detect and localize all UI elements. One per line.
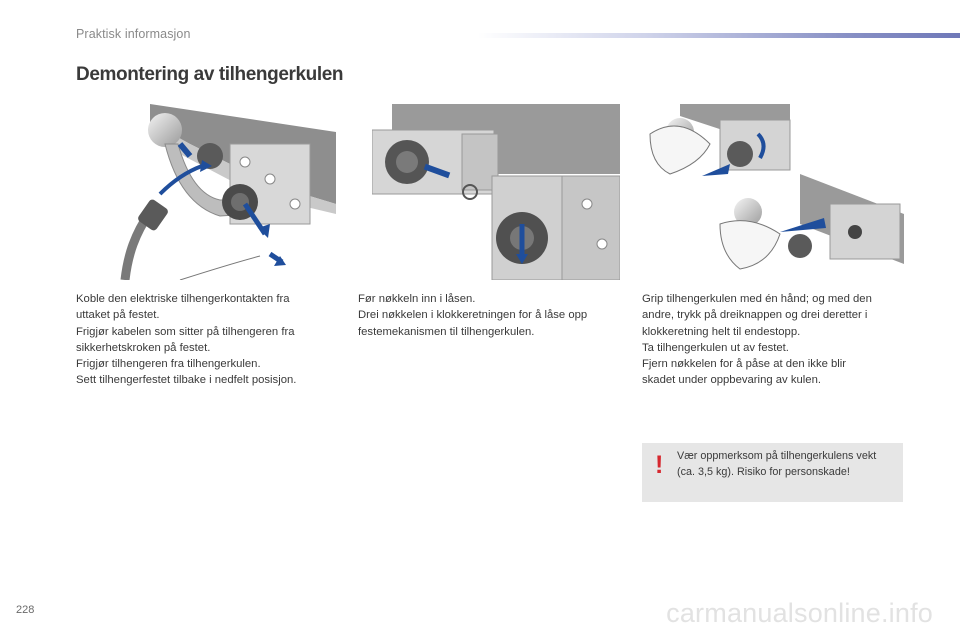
warning-box bbox=[642, 443, 903, 502]
instruction-line: Sett tilhengerfestet tilbake i nedfelt posisjon. bbox=[76, 374, 297, 387]
instruction-line: Ta tilhengerkulen ut av festet. bbox=[642, 341, 789, 354]
instruction-line: skadet under oppbevaring av kulen. bbox=[642, 374, 821, 387]
page-title: Demontering av tilhengerkulen bbox=[76, 64, 344, 85]
warning-line: Vær oppmerksom på tilhengerkulens vekt bbox=[677, 450, 877, 462]
instruction-line: Koble den elektriske tilhengerkontakten fra bbox=[76, 293, 290, 305]
instruction-line: Frigjør kabelen som sitter på tilhengeren fra bbox=[76, 325, 295, 338]
illustration-disconnect-cable bbox=[120, 104, 336, 280]
instruction-line: festemekanismen til tilhengerkulen. bbox=[358, 325, 535, 338]
warning-line: (ca. 3,5 kg). Risiko for personskade! bbox=[677, 466, 850, 478]
page-number: 228 bbox=[16, 604, 35, 616]
instruction-line: sikkerhetskroken på festet. bbox=[76, 341, 211, 354]
instruction-line: klokkeretning helt til endestopp. bbox=[642, 325, 801, 338]
instruction-column-2 bbox=[358, 291, 616, 340]
instruction-line: Frigjør tilhengeren fra tilhengerkulen. bbox=[76, 358, 261, 371]
watermark: carmanualsonline.info bbox=[666, 598, 933, 628]
illustration-remove-towball bbox=[640, 104, 904, 280]
instruction-line: Drei nøkkelen i klokkeretningen for å låse opp bbox=[358, 309, 588, 322]
section-label: Praktisk informasjon bbox=[76, 27, 191, 41]
instruction-line: uttaket på festet. bbox=[76, 309, 160, 322]
instruction-column-3 bbox=[642, 291, 900, 389]
instruction-line: Før nøkkeln inn i låsen. bbox=[358, 293, 476, 305]
warning-icon: ! bbox=[655, 451, 664, 479]
warning-text bbox=[677, 448, 899, 480]
header-accent-bar bbox=[478, 33, 960, 38]
instruction-line: Grip tilhengerkulen med én hånd; og med den bbox=[642, 293, 872, 305]
illustration-insert-key bbox=[372, 104, 620, 280]
instruction-line: andre, trykk på dreiknappen og drei deretter i bbox=[642, 309, 868, 322]
instruction-column-1 bbox=[76, 291, 334, 389]
instruction-line: Fjern nøkkelen for å påse at den ikke blir bbox=[642, 358, 847, 371]
